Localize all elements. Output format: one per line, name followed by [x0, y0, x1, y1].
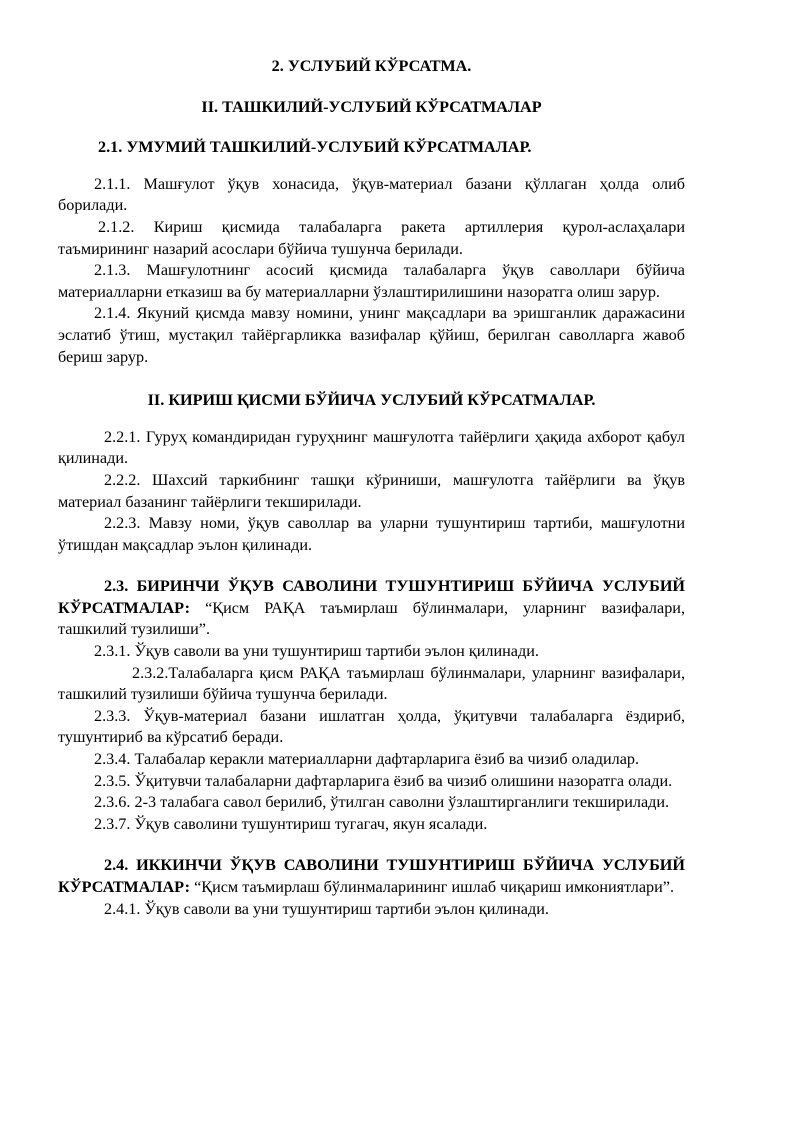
paragraph-2-1-3: 2.1.3. Машғулотнинг асосий қисмида талабаларга ўқув саволлари бўйича материалларни етказиш ва бу материалларни ўзлаштирилишини назоратга олиш зарур.: [58, 261, 685, 301]
paragraph-2-2-2: 2.2.2. Шахсий таркибнинг ташқи кўриниши, машғулотга тайёрлиги ва ўқув материал базанинг тайёрлиги текширилади.: [58, 470, 685, 511]
second-question-heading-bold: 2.4. ИККИНЧИ ЎҚУВ САВОЛИНИ ТУШУНТИРИШ БЎЙИЧА УСЛУБИЙ КЎРСАТМАЛАР:: [58, 856, 685, 896]
section-title: II. ТАШКИЛИЙ-УСЛУБИЙ КЎРСАТМАЛАР: [201, 97, 542, 116]
paragraph-2-3-7: 2.3.7. Ўқув саволини тушунтириш тугагач, якун ясалади.: [94, 814, 488, 833]
paragraph-2-3-6: 2.3.6. 2-3 талабага савол берилиб, ўтилган саволни ўзлаштирганлиги текширилади.: [94, 793, 670, 812]
paragraph-2-3-2: 2.3.2.Талабаларга қисм РАҚА таъмирлаш бўлинмалари, уларнинг вазифалари, ташкилий тузилиши бўйича тушунча берилади.: [58, 663, 685, 704]
intro-part-heading: II. КИРИШ ҚИСМИ БЎЙИЧА УСЛУБИЙ КЎРСАТМАЛАР.: [147, 391, 596, 410]
first-question-heading-bold: 2.3. БИРИНЧИ ЎҚУВ САВОЛИНИ ТУШУНТИРИШ БЎЙИЧА УСЛУБИЙ КЎРСАТМАЛАР:: [58, 577, 685, 617]
second-question-section: [58, 855, 685, 920]
document-title: 2. УСЛУБИЙ КЎРСАТМА.: [271, 57, 472, 75]
document-page: [58, 56, 685, 920]
first-question-heading: [58, 576, 685, 641]
general-guidelines-heading: 2.1. УМУМИЙ ТАШКИЛИЙ-УСЛУБИЙ КЎРСАТМАЛАР.: [98, 138, 532, 157]
paragraph-2-1-4: 2.1.4. Якуний қисмда мавзу номини, унинг мақсадлари ва эришганлик даражасини эслатиб ўтиш, мустақил тайёргарликка вазифалар қўйиш, берилган саволларга жавоб бериш зарур.: [58, 304, 685, 366]
first-question-heading-topic: “Қисм РАҚА таъмирлаш бўлинмалари, уларнинг вазифалари, ташкилий тузилиши”.: [58, 598, 685, 639]
paragraph-2-4-1: 2.4.1. Ўқув саволи ва уни тушунтириш тартиби эълон қилинади.: [104, 899, 549, 918]
paragraph-2-3-5: 2.3.5. Ўқитувчи талабаларни дафтарларига ёзиб ва чизиб олишини назоратга олади.: [94, 771, 673, 790]
paragraph-2-3-1: 2.3.1. Ўқув саволи ва уни тушунтириш тартиби эълон қилинади.: [94, 642, 539, 661]
general-guidelines-section: [58, 174, 685, 368]
second-question-heading-topic: “Қисм таъмирлаш бўлинмаларининг ишлаб чиқариш имкониятлари”.: [190, 878, 675, 896]
paragraph-2-1-2: 2.1.2. Кириш қисмида талабаларга ракета артиллерия қурол-аслаҳалари таъмирининг назарий асослари бўйича тушунча берилади.: [58, 217, 685, 258]
first-question-section: [58, 576, 685, 835]
paragraph-2-2-1: 2.2.1. Гуруҳ командиридан гуруҳнинг машғулотга тайёрлиги ҳақида ахборот қабул қилинади.: [58, 427, 685, 468]
paragraph-2-3-3: 2.3.3. Ўқув-материал базани ишлатган ҳолда, ўқитувчи талабаларга ёздириб, тушунтириб ва кўрсатиб беради.: [58, 706, 685, 747]
paragraph-2-3-4: 2.3.4. Талабалар керакли материалларни дафтарларига ёзиб ва чизиб оладилар.: [94, 750, 640, 769]
paragraph-2-1-1: 2.1.1. Машғулот ўқув хонасида, ўқув-материал базани қўллаган ҳолда олиб борилади.: [58, 174, 685, 215]
paragraph-2-2-3: 2.2.3. Мавзу номи, ўқув саволлар ва уларни тушунтириш тартиби, машғулотни ўтишдан мақсадлар эълон қилинади.: [58, 514, 685, 554]
second-question-heading: [58, 855, 685, 898]
intro-part-section: [58, 427, 685, 557]
